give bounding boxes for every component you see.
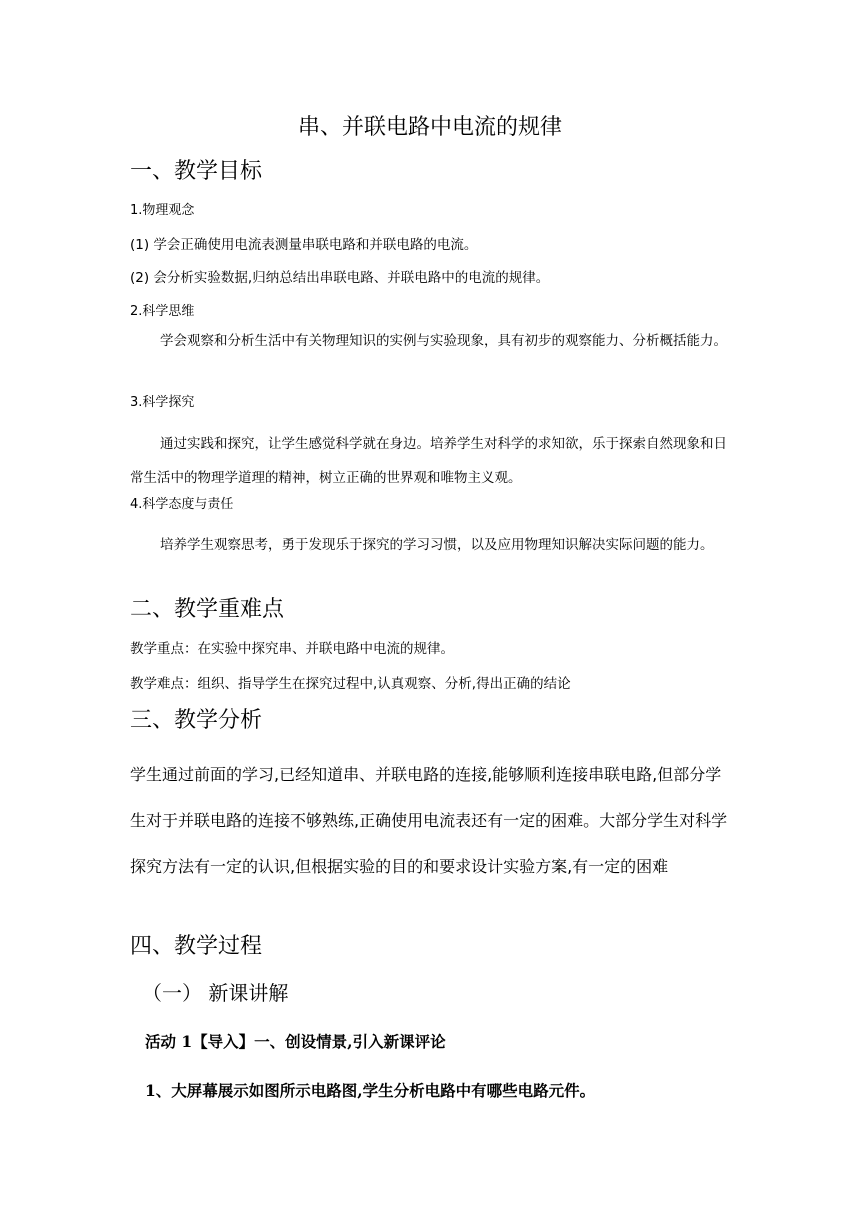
heading-key-difficult-points: 二、教学重难点 <box>130 597 285 622</box>
scientific-inquiry-paragraph: 通过实践和探究，让学生感觉科学就在身边。培养学生对科学的求知欲，乐于探索自然现象和日常生活中的物理学道理的精神，树立正确的世界观和唯物主义观。 <box>130 436 727 486</box>
objective-item-1: (1) 学会正确使用电流表测量串联电路和并联电路的电流。 <box>130 237 478 253</box>
difficult-point: 教学难点：组织、指导学生在探究过程中,认真观察、分析,得出正确的结论 <box>130 676 571 692</box>
objective-scientific-inquiry: 3.科学探究 <box>130 395 195 410</box>
activity-1-intro: 活动 1【导入】一、创设情景,引入新课评论 <box>145 1032 446 1051</box>
objective-scientific-thinking: 2.科学思维 <box>130 304 195 319</box>
heading-teaching-objectives: 一、教学目标 <box>130 159 263 184</box>
scientific-thinking-paragraph: 学会观察和分析生活中有关物理知识的实例与实验现象，具有初步的观察能力、分析概括能力。 <box>160 333 727 349</box>
step-1-circuit-diagram: 1、大屏幕展示如图所示电路图,学生分析电路中有哪些电路元件。 <box>145 1081 596 1100</box>
objective-item-2: (2) 会分析实验数据,归纳总结出串联电路、并联电路中的电流的规律。 <box>130 270 550 286</box>
teaching-analysis-paragraph: 学生通过前面的学习,已经知道串、并联电路的连接,能够顺利连接串联电路,但部分学生对于并联电路的连接不够熟练,正确使用电流表还有一定的困难。大部分学生对科学探究方法有一定的认识,但根据实验的目的和要求设计实验方案,有一定的困难 <box>130 765 728 876</box>
subheading-new-lesson: （一） 新课讲解 <box>142 981 289 1005</box>
objective-physics-concept: 1.物理观念 <box>130 203 195 218</box>
document-title: 串、并联电路中电流的规律 <box>297 115 562 140</box>
objective-attitude-responsibility: 4.科学态度与责任 <box>130 497 234 512</box>
attitude-responsibility-paragraph: 培养学生观察思考，勇于发现乐于探究的学习习惯，以及应用物理知识解决实际问题的能力。 <box>160 537 714 553</box>
heading-teaching-analysis: 三、教学分析 <box>130 708 263 733</box>
key-point: 教学重点：在实验中探究串、并联电路中电流的规律。 <box>130 641 454 657</box>
heading-teaching-process: 四、教学过程 <box>130 934 263 959</box>
